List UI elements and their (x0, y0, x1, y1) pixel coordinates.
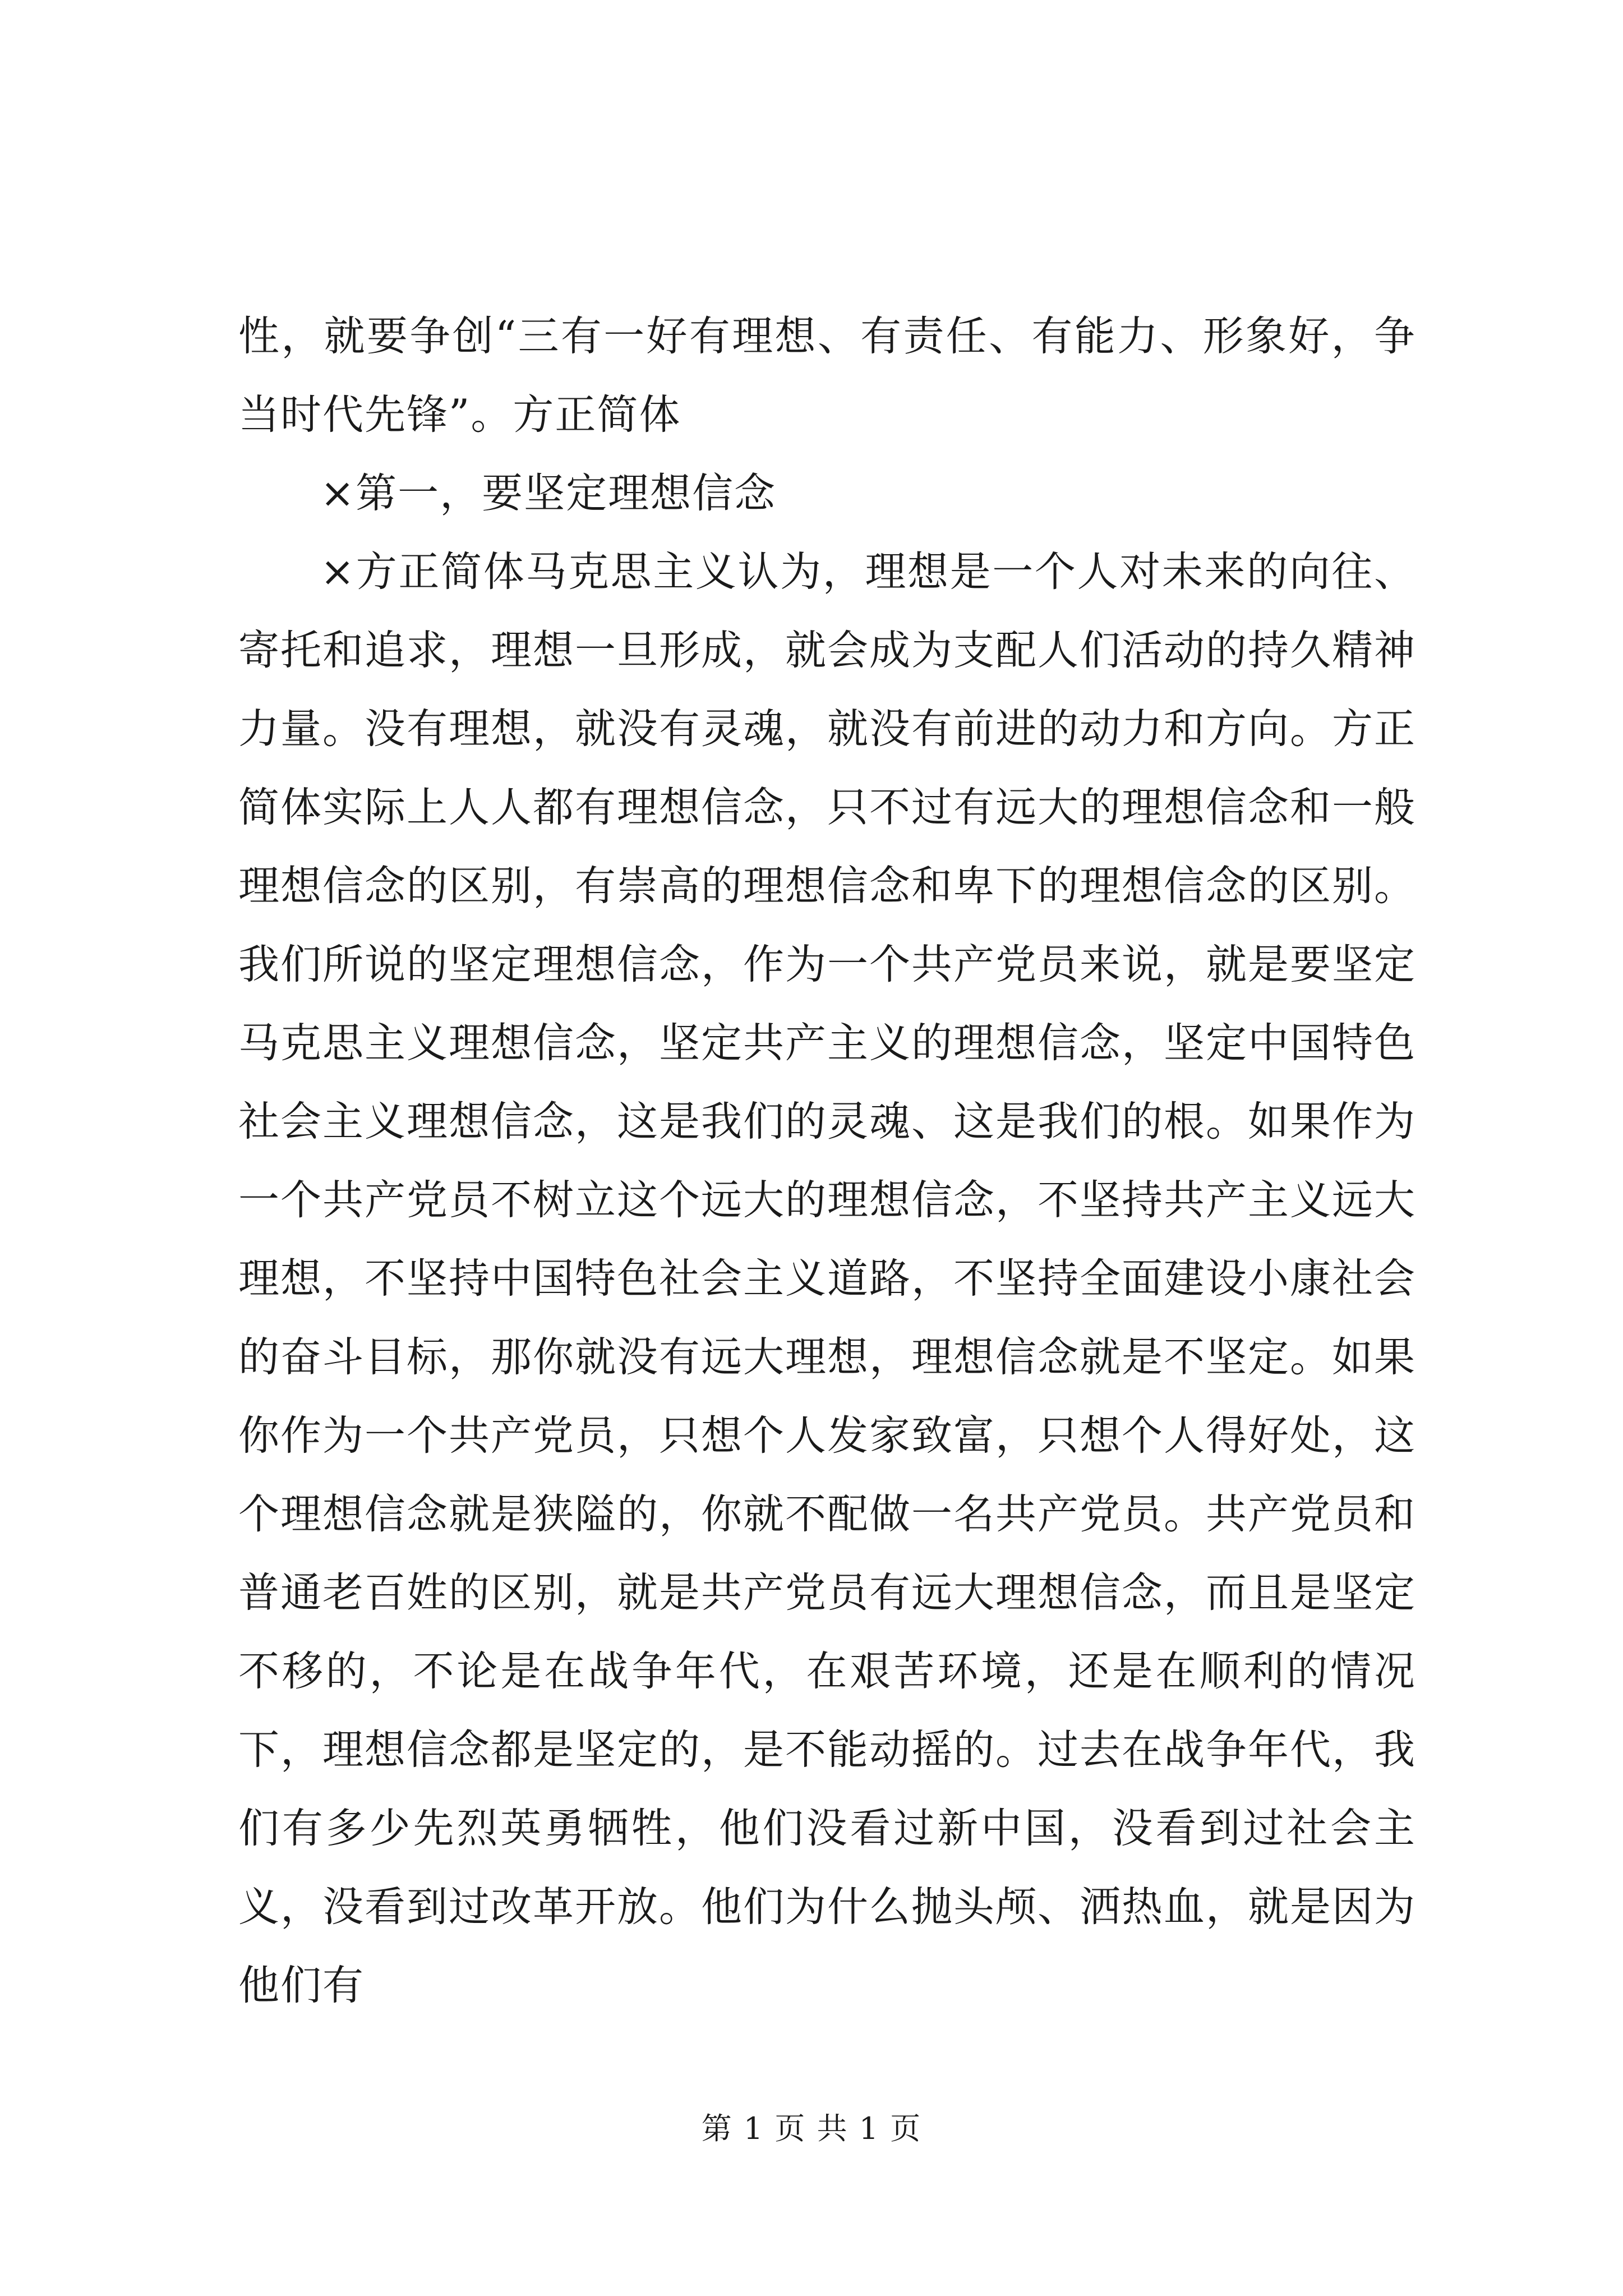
document-body (238, 297, 1416, 2025)
page-footer: 第 1 页 共 1 页 (701, 2111, 922, 2146)
section-heading: ×第一，要坚定理想信念 (320, 470, 777, 517)
paragraph-continuation: 性，就要争创“三有一好有理想、有责任、有能力、形象好，争当时代先锋”。方正简体 (238, 312, 1416, 439)
paragraph-body: ×方正简体马克思主义认为，理想是一个人对未来的向往、寄托和追求，理想一旦形成，就会成为支配人们活动的持久精神力量。没有理想，就没有灵魂，就没有前进的动力和方向。方正简体实际上人人都有理想信念，只不过有远大的理想信念和一般理想信念的区别，有崇高的理想信念和卑下的理想信念的区别。我们所说的坚定理想信念，作为一个共产党员来说，就是要坚定马克思主义理想信念，坚定共产主义的理想信念，坚定中国特色社会主义理想信念，这是我们的灵魂、这是我们的根。如果作为一个共产党员不树立这个远大的理想信念，不坚持共产主义远大理想，不坚持中国特色社会主义道路，不坚持全面建设小康社会的奋斗目标，那你就没有远大理想，理想信念就是不坚定。如果你作为一个共产党员，只想个人发家致富，只想个人得好处，这个理想信念就是狭隘的，你就不配做一名共产党员。共产党员和普通老百姓的区别，就是共产党员有远大理想信念，而且是坚定不移的，不论是在战争年代，在艰苦环境，还是在顺利的情况下，理想信念都是坚定的，是不能动摇的。过去在战争年代，我们有多少先烈英勇牺牲，他们没看过新中国，没看到过社会主义，没看到过改革开放。他们为什么抛头颅、洒热血，就是因为他们有 (238, 548, 1416, 2009)
